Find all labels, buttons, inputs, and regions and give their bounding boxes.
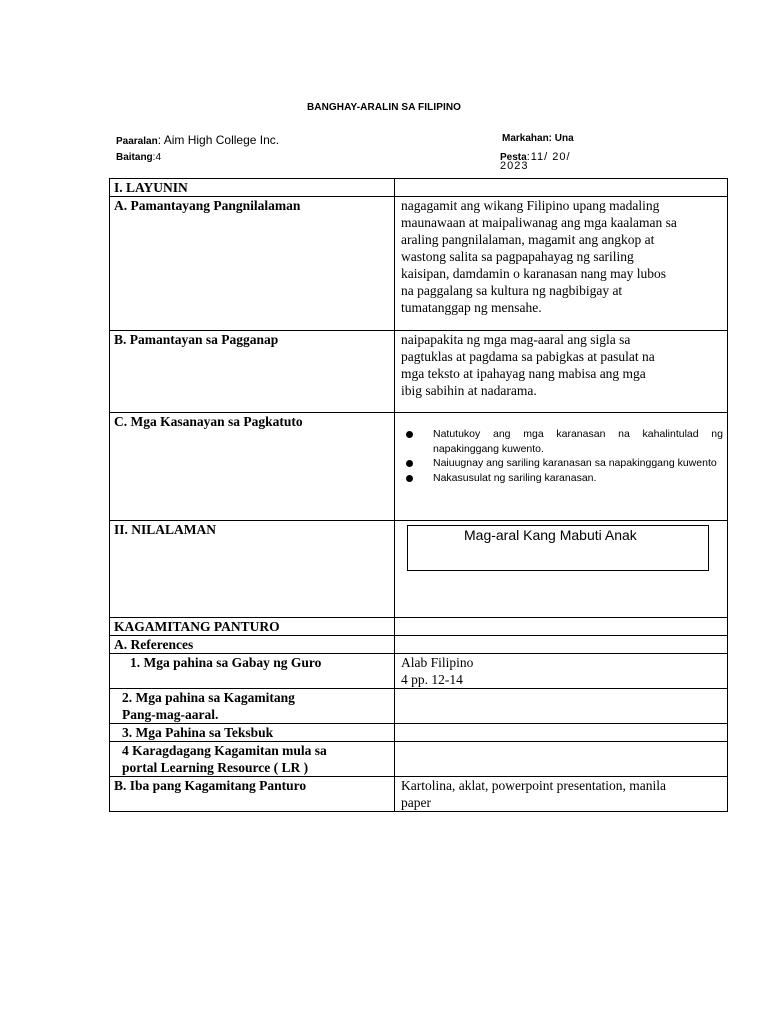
empty-cell <box>395 724 728 742</box>
list-item <box>403 427 723 456</box>
text-line: wastong salita sa pagpapahayag ng sariling <box>401 249 634 264</box>
baitang-field <box>116 147 161 165</box>
table-row <box>110 521 728 618</box>
markahan-label: Markahan: Una <box>502 133 574 144</box>
empty-cell <box>395 742 728 777</box>
nilalaman-label: II. NILALAMAN <box>110 521 395 618</box>
gabay-ng-guro-value <box>395 654 728 689</box>
table-row <box>110 636 728 654</box>
empty-cell <box>395 636 728 654</box>
table-row <box>110 179 728 197</box>
kagamitang-panturo-heading: KAGAMITANG PANTURO <box>110 618 395 636</box>
petsa-label: Pesta <box>500 152 527 163</box>
teksbuk-label: 3. Mga Pahina sa Teksbuk <box>110 724 395 742</box>
baitang-value: :4 <box>152 152 162 163</box>
text-line: paper <box>401 795 431 810</box>
text-line: portal Learning Resource ( LR ) <box>122 760 309 775</box>
table-row <box>110 197 728 331</box>
pamantayang-pangnilalaman-label: A. Pamantayang Pangnilalaman <box>110 197 395 331</box>
list-item <box>403 456 723 471</box>
petsa-year: 2023 <box>500 160 529 172</box>
mga-kasanayan-cell <box>395 413 728 521</box>
text-line: araling pangnilalaman, magamit ang angkop at <box>401 232 655 247</box>
list-item-text: Nakasusulat ng sariling karanasan. <box>433 471 597 484</box>
text-line: kaisipan, damdamin o karanasan nang may lubos <box>401 266 667 281</box>
nilalaman-cell <box>395 521 728 618</box>
pamantayan-sa-pagganap-label: B. Pamantayan sa Pagganap <box>110 331 395 413</box>
table-row <box>110 331 728 413</box>
text-line: maunawaan at maipaliwanag ang mga kaalaman sa <box>401 215 677 230</box>
list-item-text: Naiuugnay ang sariling karanasan sa napakinggang kuwento <box>433 457 717 469</box>
text-line: tumatanggap ng mensahe. <box>401 300 542 315</box>
bullet-icon <box>406 431 413 438</box>
bullet-icon <box>406 475 413 482</box>
empty-cell <box>395 179 728 197</box>
pamantayan-sa-pagganap-text <box>395 331 728 413</box>
gabay-ng-guro-label <box>110 654 395 689</box>
text-line: mga teksto at ipahayag nang mabisa ang mga <box>401 366 646 381</box>
table-row <box>110 413 728 521</box>
iba-pang-kagamitan-label: B. Iba pang Kagamitang Panturo <box>110 777 395 812</box>
empty-cell <box>395 689 728 724</box>
text-line: 4 Karagdagang Kagamitan mula sa <box>122 743 327 758</box>
baitang-label: Baitang <box>116 152 153 163</box>
paaralan-label: Paaralan <box>116 136 158 147</box>
table-row <box>110 777 728 812</box>
table-row <box>110 618 728 636</box>
list-item-text: Natutukoy ang mga karanasan na kahalintulad ng napakinggang kuwento. <box>433 428 723 455</box>
table-row <box>110 724 728 742</box>
kasanayan-list <box>399 427 723 485</box>
table-row <box>110 689 728 724</box>
document-title: BANGHAY-ARALIN SA FILIPINO <box>306 102 462 113</box>
text-line: ibig sabihin at nadarama. <box>401 383 537 398</box>
text-line: Pang-mag-aaral. <box>122 707 219 722</box>
layunin-heading: I. LAYUNIN <box>110 179 395 197</box>
pamantayang-pangnilalaman-text <box>395 197 728 331</box>
nilalaman-title-box: Mag-aral Kang Mabuti Anak <box>407 525 709 571</box>
text-line: 2. Mga pahina sa Kagamitang <box>122 690 295 705</box>
text-line: 4 pp. 12-14 <box>401 672 463 687</box>
kagamitang-pang-mag-aaral-label <box>110 689 395 724</box>
petsa-value: :11/ 20/ <box>526 151 571 163</box>
iba-pang-kagamitan-value <box>395 777 728 812</box>
text-line: Alab Filipino <box>401 655 474 670</box>
list-item <box>403 471 723 486</box>
bullet-icon <box>406 460 413 467</box>
row-label: 1. Mga pahina sa Gabay ng Guro <box>130 655 322 670</box>
lesson-plan-table <box>109 178 728 812</box>
mga-kasanayan-label: C. Mga Kasanayan sa Pagkatuto <box>110 413 395 521</box>
paaralan-value: : Aim High College Inc. <box>157 133 280 147</box>
text-line: Kartolina, aklat, powerpoint presentation, manila <box>401 778 667 793</box>
learning-resource-label <box>110 742 395 777</box>
text-line: nagagamit ang wikang Filipino upang madaling <box>401 198 660 213</box>
text-line: na paggalang sa kultura ng nagbibigay at <box>401 283 623 298</box>
text-line: pagtuklas at pagdama sa pabigkas at pasulat na <box>401 349 655 364</box>
text-line: naipapakita ng mga mag-aaral ang sigla sa <box>401 332 631 347</box>
table-row <box>110 742 728 777</box>
table-row <box>110 654 728 689</box>
empty-cell <box>395 618 728 636</box>
references-label: A. References <box>110 636 395 654</box>
